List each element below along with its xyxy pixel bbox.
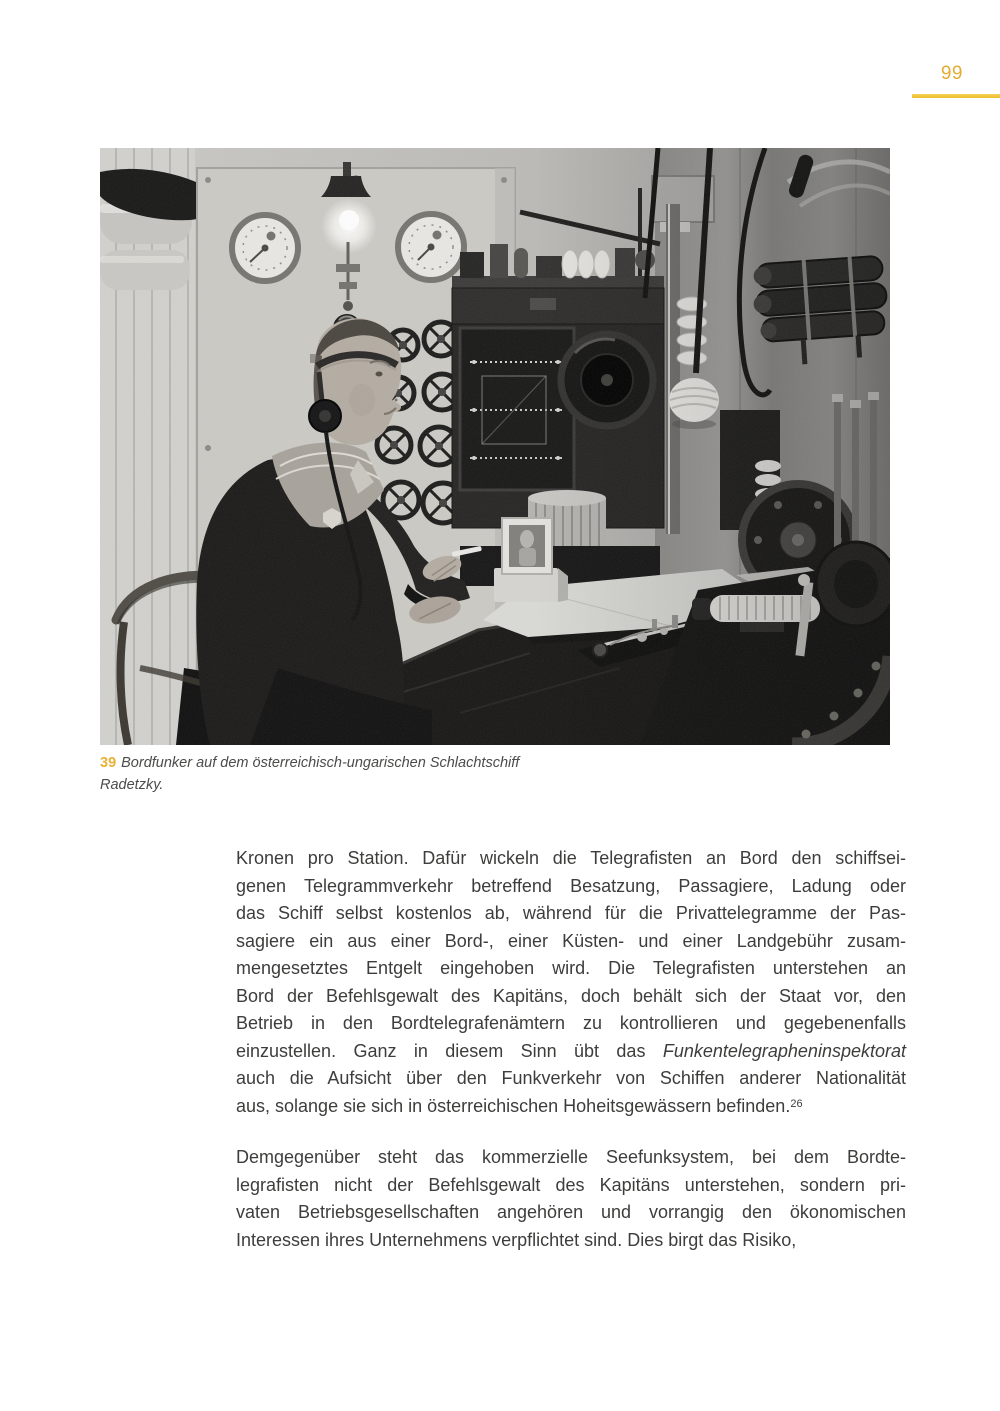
text-line: das Schiff selbst kostenlos ab, während für die Privattelegramme der Pas- xyxy=(236,903,906,923)
body-text xyxy=(236,845,906,1254)
text-line: aus, solange sie sich in österreichischen Hoheitsgewässern befinden.$^{26}$ xyxy=(236,1095,803,1116)
battleship-radio-room-photo xyxy=(100,148,890,745)
page-number: 99 xyxy=(940,63,963,84)
text-line: legrafisten nicht der Befehlsgewalt des Kapitäns unterstehen, sondern pri- xyxy=(236,1174,906,1195)
text-line: genen Telegrammverkehr betreffend Besatzung, Passagiere, Ladung oder xyxy=(236,875,906,896)
gold-rule xyxy=(912,94,1000,98)
paragraph xyxy=(236,845,906,1120)
figure-caption xyxy=(100,753,700,796)
text-line: sagiere ein aus einer Bord-, einer Küsten- und einer Landgebühr zusam- xyxy=(236,930,906,951)
text-line: Kronen pro Station. Dafür wickeln die Telegrafisten an Bord den schiffsei- xyxy=(236,848,906,868)
text-line: mengesetztes Entgelt eingehoben wird. Die Telegrafisten unterstehen an xyxy=(236,958,906,978)
text-line: vaten Betriebsgesellschaften angehören und vorrangig den ökonomischen xyxy=(236,1202,906,1222)
text-line: Demgegenüber steht das kommerzielle Seefunksystem, bei dem Bordte- xyxy=(236,1147,906,1167)
text-line: einzustellen. Ganz in diesem Sinn übt das Funkentelegrapheninspektorat xyxy=(236,1040,906,1061)
text-line: Interessen ihres Unternehmens verpflichtet sind. Dies birgt das Risiko, xyxy=(236,1229,797,1250)
paragraph xyxy=(236,1144,906,1254)
text-line: Betrieb in den Bordtelegrafenämtern zu kontrollieren und gegebenenfalls xyxy=(236,1013,906,1033)
figure-caption-lines xyxy=(100,755,519,793)
caption-line: Bordfunker auf dem österreichisch-ungarischen Schlachtschiff xyxy=(121,755,520,771)
text-line: auch die Aufsicht über den Funkverkehr von Schiffen anderer Nationalität xyxy=(236,1068,906,1088)
caption-line: Radetzky. xyxy=(100,776,164,793)
caption-number: 39 xyxy=(100,755,117,771)
text-line: Bord der Befehlsgewalt des Kapitäns, doch behält sich der Staat vor, den xyxy=(236,985,906,1006)
figure-39 xyxy=(100,148,890,745)
